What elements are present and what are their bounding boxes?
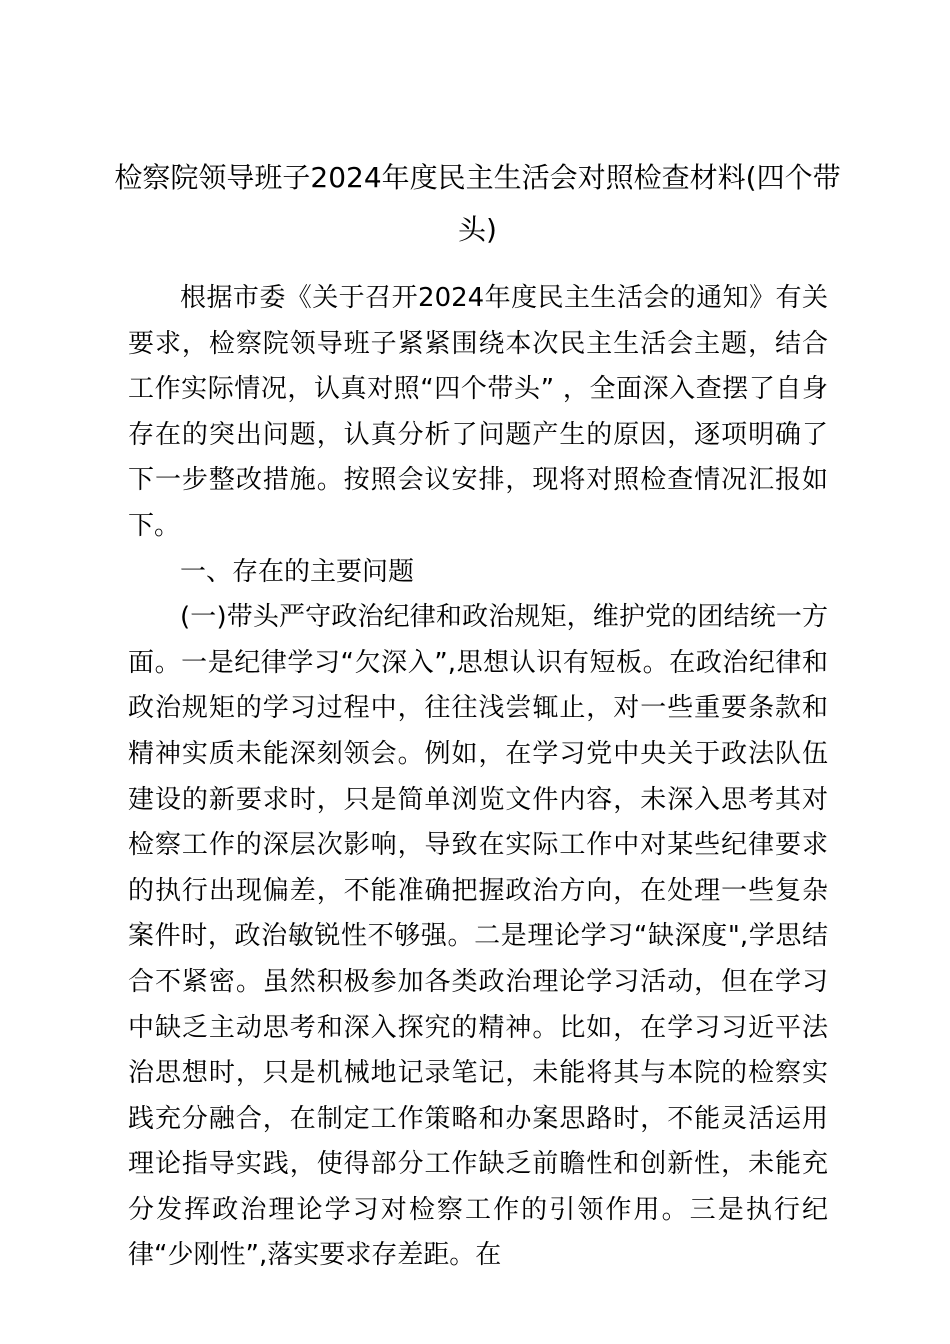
document-body (128, 276, 828, 1279)
section-heading: 一、存在的主要问题 (180, 556, 415, 587)
document-title: 检察院领导班子2024年度民主生活会对照检查材料(四个带头) (114, 161, 841, 246)
intro-paragraph: 根据市委《关于召开2024年度民主生活会的通知》有关要求，检察院领导班子紧紧围绕本次民主生活会主题，结合工作实际情况，认真对照“四个带头” ，全面深入查摆了自身存在的突出问题，认真分析了问题产生的原因，逐项明确了下一步整改措施。按照会议安排，现将对照检查情况汇报如下。 (128, 283, 828, 541)
subsection-paragraph: (一)带头严守政治纪律和政治规矩，维护党的团结统一方面。一是纪律学习“欠深入”,思想认识有短板。在政治纪律和政治规矩的学习过程中，往往浅尝辄止，对一些重要条款和精神实质未能深刻领会。例如，在学习党中央关于政法队伍建设的新要求时，只是简单浏览文件内容，未深入思考其对检察工作的深层次影响，导致在实际工作中对某些纪律要求的执行出现偏差，不能准确把握政治方向，在处理一些复杂案件时，政治敏锐性不够强。二是理论学习“缺深度",学思结合不紧密。虽然积极参加各类政治理论学习活动，但在学习中缺乏主动思考和深入探究的精神。比如，在学习习近平法治思想时，只是机械地记录笔记，未能将其与本院的检察实践充分融合，在制定工作策略和办案思路时，不能灵活运用理论指导实践，使得部分工作缺乏前瞻性和创新性，未能充分发挥政治理论学习对检察工作的引领作用。三是执行纪律“少刚性”,落实要求存差距。在 (128, 602, 828, 1271)
